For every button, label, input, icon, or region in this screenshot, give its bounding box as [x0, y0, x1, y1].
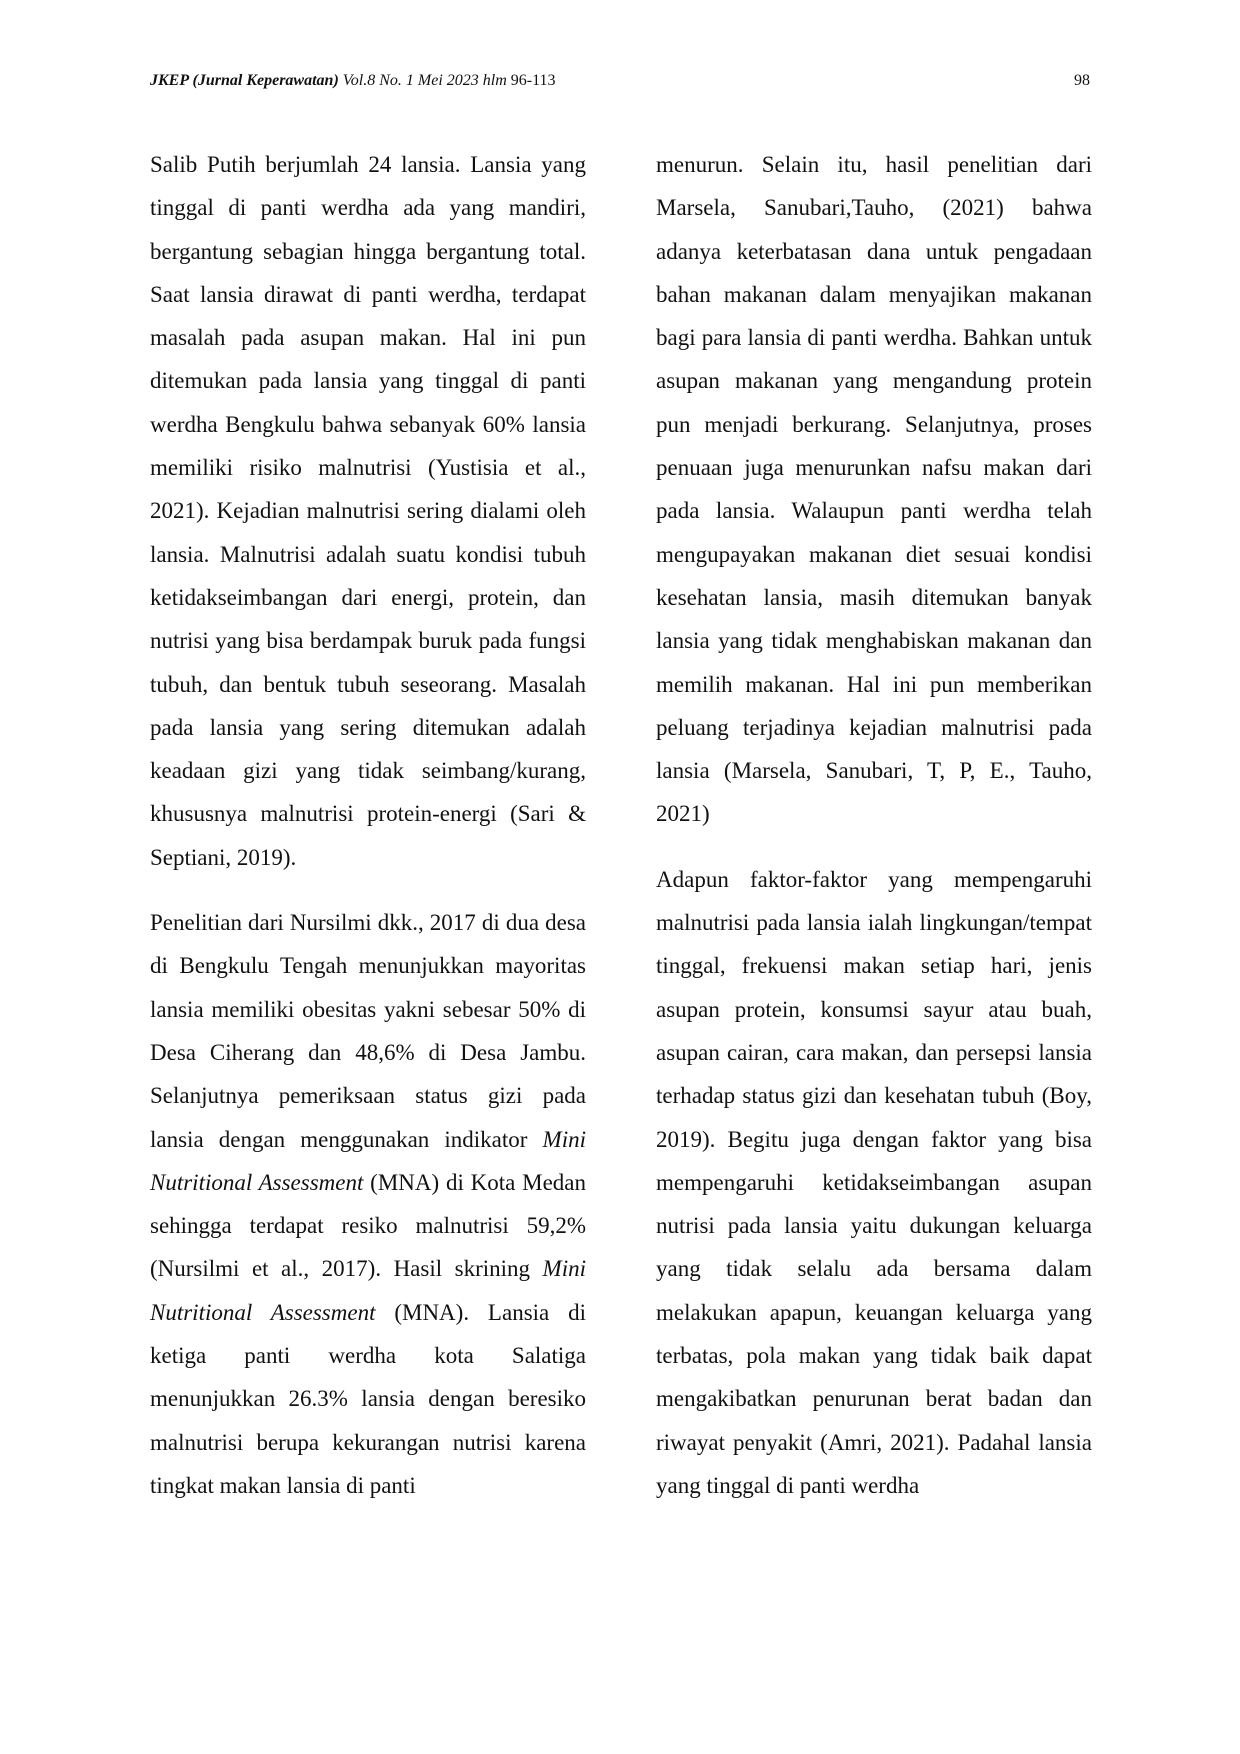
running-header: [150, 72, 1090, 98]
left-p2-italic-1: Mini Nutritional Assessment: [150, 1126, 586, 1195]
left-column: [150, 143, 586, 1529]
left-p2-italic-2: Mini Nutritional Assessment: [150, 1256, 586, 1325]
left-p2-text-b: (MNA) di Kota Medan sehingga terdapat resiko malnutrisi 59,2% (Nursilmi et al., 2017). Hasil skrining: [150, 1169, 586, 1282]
right-column: [656, 143, 1092, 1529]
left-p2-text-c: (MNA). Lansia di ketiga panti werdha kota Salatiga menunjukkan 26.3% lansia dengan beresiko malnutrisi berupa kekurangan nutrisi karena tingkat makan lansia di panti: [150, 1299, 586, 1498]
journal-name: JKEP (Jurnal Keperawatan): [150, 72, 339, 89]
left-paragraph-2: [150, 901, 586, 1507]
right-paragraph-1: menurun. Selain itu, hasil penelitian dari Marsela, Sanubari,Tauho, (2021) bahwa adanya keterbatasan dana untuk pengadaan bahan makanan dalam menyajikan makanan bagi para lansia di panti werdha. Bahkan untuk asupan makanan yang mengandung protein pun menjadi berkurang. Selanjutnya, proses penuaan juga menurunkan nafsu makan dari pada lansia. Walaupun panti werdha telah mengupayakan makanan diet sesuai kondisi kesehatan lansia, masih ditemukan banyak lansia yang tidak menghabiskan makanan dan memilih makanan. Hal ini pun memberikan peluang terjadinya kejadian malnutrisi pada lansia (Marsela, Sanubari, T, P, E., Tauho, 2021): [656, 152, 1092, 827]
left-p2-text-a: Penelitian dari Nursilmi dkk., 2017 di dua desa di Bengkulu Tengah menunjukkan mayoritas lansia memiliki obesitas yakni sebesar 50% di Desa Ciherang dan 48,6% di Desa Jambu. Selanjutnya pemeriksaan status gizi pada lansia dengan menggunakan indikator: [150, 910, 586, 1152]
page-number: 98: [1074, 72, 1090, 89]
left-paragraph-1: Salib Putih berjumlah 24 lansia. Lansia yang tinggal di panti werdha ada yang mandiri, bergantung sebagian hingga bergantung total. Saat lansia dirawat di panti werdha, terdapat masalah pada asupan makan. Hal ini pun ditemukan pada lansia yang tinggal di panti werdha Bengkulu bahwa sebanyak 60% lansia memiliki risiko malnutrisi (Yustisia et al., 2021). Kejadian malnutrisi sering dialami oleh lansia. Malnutrisi adalah suatu kondisi tubuh ketidakseimbangan dari energi, protein, dan nutrisi yang bisa berdampak buruk pada fungsi tubuh, dan bentuk tubuh seseorang. Masalah pada lansia yang sering ditemukan adalah keadaan gizi yang tidak seimbang/kurang, khususnya malnutrisi protein-energi (Sari & Septiani, 2019).: [150, 152, 586, 870]
right-paragraph-2: Adapun faktor-faktor yang mempengaruhi malnutrisi pada lansia ialah lingkungan/tempat tinggal, frekuensi makan setiap hari, jenis asupan protein, konsumsi sayur atau buah, asupan cairan, cara makan, dan persepsi lansia terhadap status gizi dan kesehatan tubuh (Boy, 2019). Begitu juga dengan faktor yang bisa mempengaruhi ketidakseimbangan asupan nutrisi pada lansia yaitu dukungan keluarga yang tidak selalu ada bersama dalam melakukan apapun, keuangan keluarga yang terbatas, pola makan yang tidak baik dapat mengakibatkan penurunan berat badan dan riwayat penyakit (Amri, 2021). Padahal lansia yang tinggal di panti werdha: [656, 866, 1092, 1498]
journal-volume: Vol.8 No. 1 Mei 2023 hlm: [338, 72, 511, 89]
journal-pages: 96-113: [510, 72, 556, 89]
